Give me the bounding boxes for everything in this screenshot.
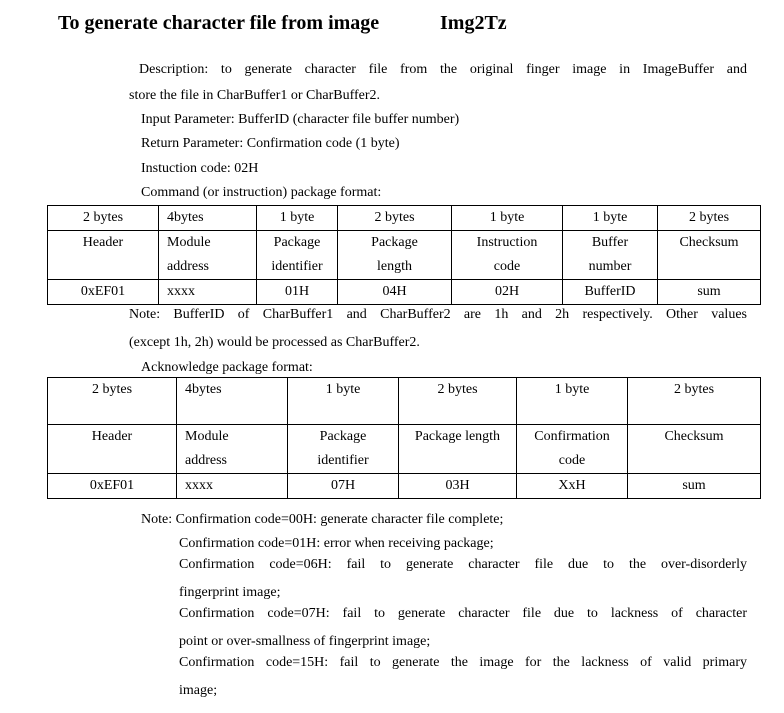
value-cell: 07H [288,474,399,499]
value-cell: 0xEF01 [48,474,177,499]
table-row [48,378,761,425]
size-cell: 1 byte [288,378,399,425]
size-cell: 2 bytes [338,206,452,231]
field-cell: Header [48,231,159,280]
size-cell: 2 bytes [658,206,761,231]
value-cell: 0xEF01 [48,280,159,305]
value-cell: xxxx [177,474,288,499]
field-cell: Confirmation code [517,425,628,474]
size-cell: 2 bytes [48,206,159,231]
field-cell: Package length [399,425,517,474]
note-code-07h-line-1: Confirmation code=07H: fail to generate character file due to lackness of character [179,606,747,621]
note-code-15h-line-2: image; [179,683,218,698]
table-row [48,425,761,474]
field-cell: Buffer number [563,231,658,280]
note-code-01h: Confirmation code=01H: error when receiving package; [179,536,494,551]
value-cell: xxxx [159,280,257,305]
value-cell: 01H [257,280,338,305]
note-code-07h-line-2: point or over-smallness of fingerprint image; [179,634,431,649]
instruction-code: Instuction code: 02H [141,161,259,176]
description-line-2: store the file in CharBuffer1 or CharBuffer2. [129,88,381,103]
command-format-label: Command (or instruction) package format: [141,185,382,200]
value-cell: 03H [399,474,517,499]
field-cell: Package identifier [288,425,399,474]
note-bufferid-line-2: (except 1h, 2h) would be processed as CharBuffer2. [129,335,420,350]
field-cell: Package length [338,231,452,280]
command-package-table [47,205,761,305]
size-cell: 2 bytes [48,378,177,425]
field-cell: Module address [177,425,288,474]
table-row [48,280,761,305]
size-cell: 4bytes [177,378,288,425]
size-cell: 1 byte [257,206,338,231]
size-cell: 1 byte [517,378,628,425]
field-cell: Checksum [628,425,761,474]
table-row [48,474,761,499]
note-code-15h-line-1: Confirmation code=15H: fail to generate the image for the lackness of valid primary [179,655,747,670]
section-title: To generate character file from image [58,12,380,34]
field-cell: Instruction code [452,231,563,280]
input-parameter: Input Parameter: BufferID (character file buffer number) [141,112,460,127]
section-heading [58,12,507,35]
value-cell: 04H [338,280,452,305]
ack-format-label: Acknowledge package format: [141,360,313,375]
description-line-1: Description: to generate character file from the original finger image in ImageBuffer and [139,62,747,77]
note-code-06h-line-1: Confirmation code=06H: fail to generate character file due to the over-disorderly [179,557,747,572]
value-cell: sum [658,280,761,305]
note-code-06h-line-2: fingerprint image; [179,585,281,600]
value-cell: BufferID [563,280,658,305]
return-parameter: Return Parameter: Confirmation code (1 byte) [141,136,400,151]
value-cell: XxH [517,474,628,499]
size-cell: 1 byte [563,206,658,231]
command-name: Img2Tz [440,12,507,34]
size-cell: 2 bytes [399,378,517,425]
ack-package-table [47,377,761,499]
table-row [48,206,761,231]
field-cell: Module address [159,231,257,280]
table-row [48,231,761,280]
size-cell: 1 byte [452,206,563,231]
size-cell: 4bytes [159,206,257,231]
value-cell: 02H [452,280,563,305]
size-cell: 2 bytes [628,378,761,425]
note-code-00h: Note: Confirmation code=00H: generate character file complete; [141,512,504,527]
note-bufferid-line-1: Note: BufferID of CharBuffer1 and CharBuffer2 are 1h and 2h respectively. Other values [129,307,747,322]
field-cell: Checksum [658,231,761,280]
value-cell: sum [628,474,761,499]
field-cell: Header [48,425,177,474]
field-cell: Package identifier [257,231,338,280]
